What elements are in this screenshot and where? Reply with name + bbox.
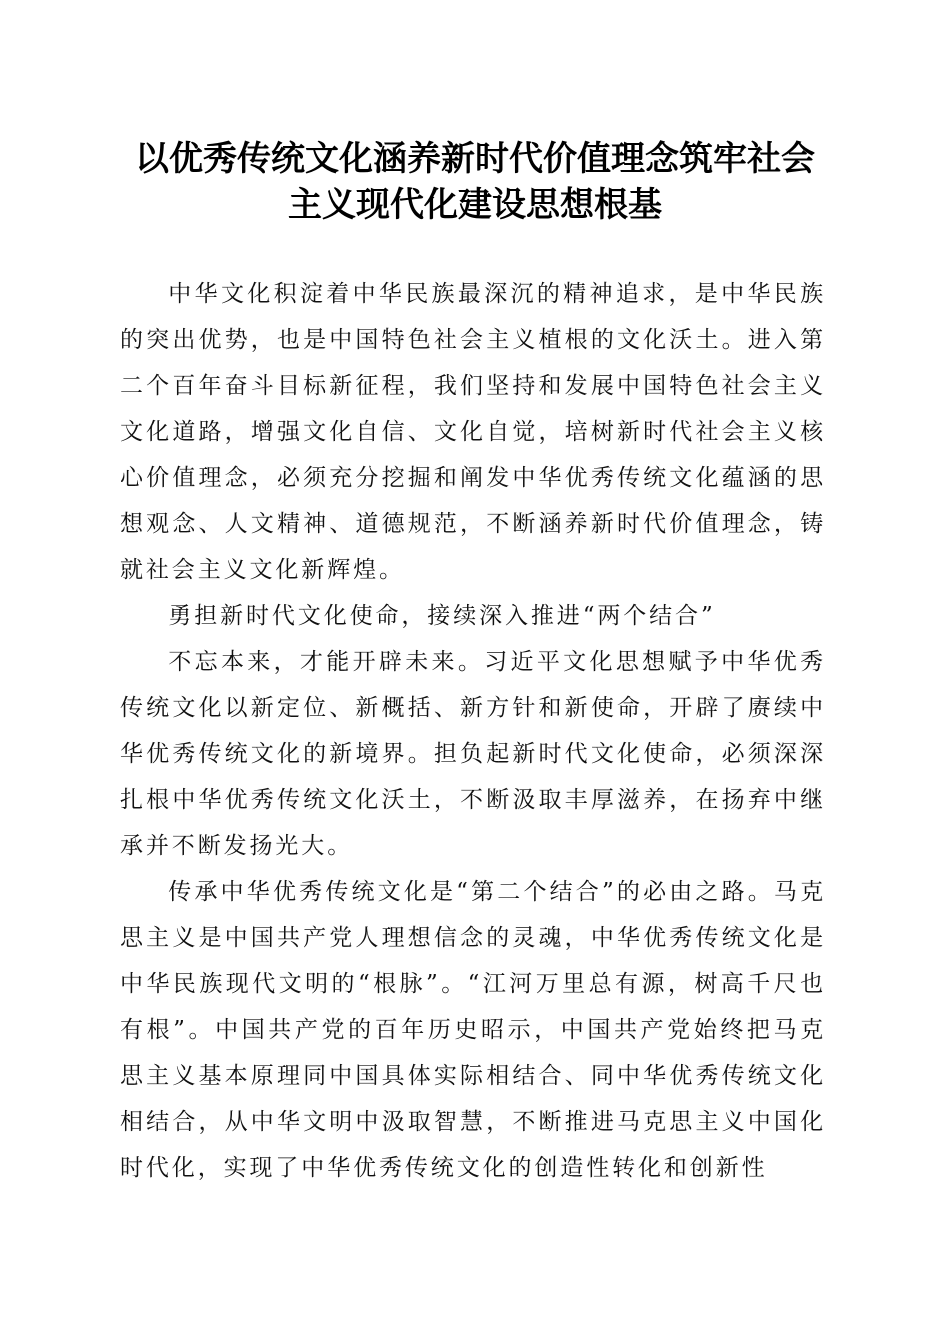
document-body <box>120 271 826 1191</box>
title-line-2: 主义现代化建设思想根基 <box>288 185 662 225</box>
title-line-1: 以优秀传统文化涵养新时代价值理念筑牢社会 <box>135 139 815 179</box>
document-title <box>100 136 850 228</box>
paragraph: 不忘本来，才能开辟未来。习近平文化思想赋予中华优秀传统文化以新定位、新概括、新方针和新使命，开辟了赓续中华优秀传统文化的新境界。担负起新时代文化使命，必须深深扎根中华优秀传统文化沃土，不断汲取丰厚滋养，在扬弃中继承并不断发扬光大。 <box>120 649 826 859</box>
paragraph: 传承中华优秀传统文化是“第二个结合”的必由之路。马克思主义是中国共产党人理想信念的灵魂，中华优秀传统文化是中华民族现代文明的“根脉”。“江河万里总有源，树高千尺也有根”。中国共产党的百年历史昭示，中国共产党始终把马克思主义基本原理同中国具体实际相结合、同中华优秀传统文化相结合，从中华文明中汲取智慧，不断推进马克思主义中国化时代化，实现了中华优秀传统文化的创造性转化和创新性 <box>120 879 826 1181</box>
paragraph-intro: 中华文化积淀着中华民族最深沉的精神追求，是中华民族的突出优势，也是中国特色社会主义植根的文化沃土。进入第二个百年奋斗目标新征程，我们坚持和发展中国特色社会主义文化道路，增强文化自信、文化自觉，培树新时代社会主义核心价值理念，必须充分挖掘和阐发中华优秀传统文化蕴涵的思想观念、人文精神、道德规范，不断涵养新时代价值理念，铸就社会主义文化新辉煌。 <box>120 281 826 583</box>
section-heading: 勇担新时代文化使命，接续深入推进“两个结合” <box>168 603 716 629</box>
